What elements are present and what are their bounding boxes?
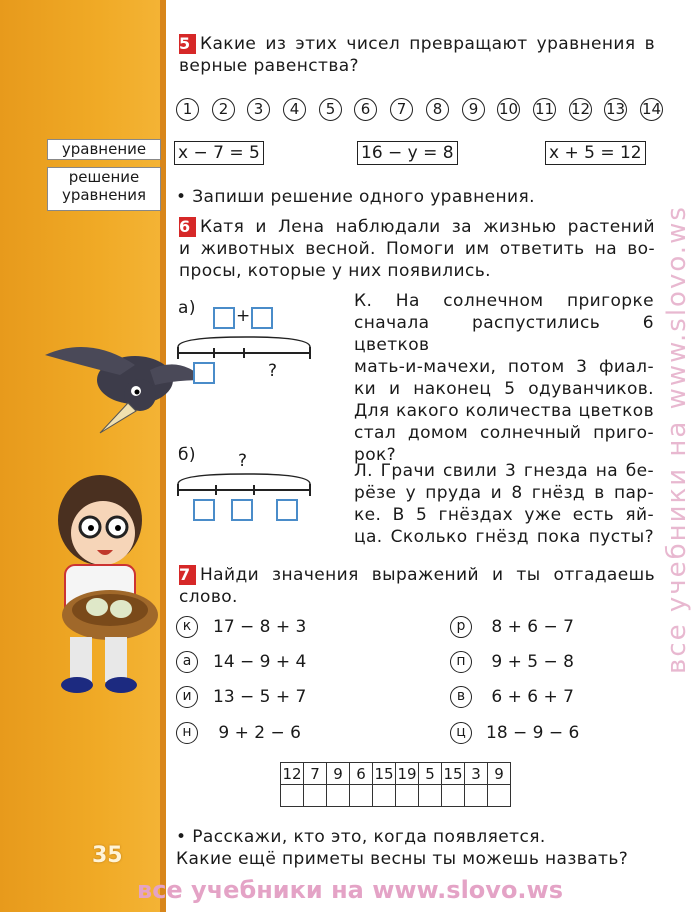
task5-question — [179, 33, 655, 77]
diagram-b-segment — [176, 472, 316, 500]
expression-ts: 18 − 9 − 6 — [486, 723, 580, 743]
task6-intro-line1: Катя и Лена наблюдали за жизнью растений — [200, 217, 655, 237]
answer-cell[interactable] — [465, 785, 488, 807]
letter-ts: ц — [450, 722, 472, 744]
answer-code-table — [280, 762, 511, 807]
expression-p: 9 + 5 − 8 — [486, 652, 574, 672]
problem-k-line2: сначала распустились 6 цветков — [354, 313, 654, 355]
diagram-a-box-1 — [213, 307, 235, 329]
problem-l — [354, 460, 654, 548]
task7-intro-line2: слово. — [179, 587, 238, 607]
term-solution-line2: уравнения — [61, 186, 147, 204]
diagram-a-segment — [176, 335, 316, 363]
code-cell: 7 — [304, 763, 327, 785]
answer-cell[interactable] — [488, 785, 511, 807]
code-cell: 12 — [282, 764, 302, 783]
diagram-a-plus: + — [236, 306, 251, 326]
equation-2: 16 − y = 8 — [357, 141, 458, 165]
letter-v: в — [450, 686, 472, 708]
number-circle: 4 — [283, 98, 306, 121]
task6-intro-line3: просы, которые у них появились. — [179, 261, 491, 281]
diagram-b-label: б) — [178, 445, 196, 465]
diagram-a-label: а) — [178, 298, 196, 318]
answer-letters-row — [281, 785, 511, 807]
code-cell: 9 — [488, 763, 511, 785]
task7-number: 7 — [179, 565, 196, 585]
expression-a: 14 − 9 + 4 — [213, 652, 307, 672]
number-circle: 7 — [390, 98, 413, 121]
answer-cell[interactable] — [373, 785, 396, 807]
answer-cell[interactable] — [327, 785, 350, 807]
letter-a: а — [176, 651, 198, 673]
number-circle: 14 — [640, 98, 663, 121]
letter-r: р — [450, 616, 472, 638]
margin-edge — [160, 0, 166, 912]
number-circle: 11 — [533, 98, 556, 121]
task6-number: 6 — [179, 217, 196, 237]
problem-k-line7: рок? — [354, 445, 397, 465]
diagram-a-box-3 — [193, 362, 215, 384]
answer-cell[interactable] — [396, 785, 419, 807]
problem-l-line4: ца. Сколько гнёзд пока пусты? — [354, 527, 654, 547]
letter-k: к — [176, 616, 198, 638]
diagram-b-box-1 — [193, 499, 215, 521]
term-solution-line1: решение — [68, 168, 140, 186]
problem-l-line1: Л. Грачи свили 3 гнезда на бе- — [354, 461, 654, 481]
problem-l-line2: рёзе у пруда и 8 гнёзд в пар- — [354, 483, 654, 503]
problem-l-line3: ке. В 5 гнёздах уже есть яй- — [354, 505, 654, 525]
code-cell: 19 — [397, 764, 417, 783]
code-cell: 5 — [419, 763, 442, 785]
code-cell: 3 — [465, 763, 488, 785]
task6-intro — [179, 216, 655, 282]
expression-r: 8 + 6 − 7 — [486, 617, 574, 637]
number-circles-row — [176, 98, 660, 124]
expression-k: 17 − 8 + 3 — [213, 617, 307, 637]
page-number: 35 — [92, 843, 123, 868]
answer-cell[interactable] — [350, 785, 373, 807]
number-circle: 12 — [569, 98, 592, 121]
expression-v: 6 + 6 + 7 — [486, 687, 574, 707]
number-circle: 5 — [319, 98, 342, 121]
letter-i: и — [176, 686, 198, 708]
number-circle: 10 — [497, 98, 520, 121]
number-circle: 8 — [426, 98, 449, 121]
problem-k-line6: стал домом солнечный приго- — [354, 423, 654, 443]
problem-k-line5: Для какого количества цветков — [354, 401, 654, 421]
watermark-side: все учебники на www.slovo.ws — [662, 205, 692, 675]
equation-3: x + 5 = 12 — [545, 141, 646, 165]
task5-number: 5 — [179, 34, 196, 54]
diagram-b-question: ? — [238, 451, 248, 471]
task5-question-line2: верные равенства? — [179, 56, 359, 76]
task5-question-line1: Какие из этих чисел превращают уравнения в — [200, 34, 655, 54]
watermark-bottom: все учебники на www.slovo.ws — [137, 876, 563, 904]
number-circle: 2 — [212, 98, 235, 121]
answer-cell[interactable] — [304, 785, 327, 807]
code-cell: 6 — [350, 763, 373, 785]
task7-intro — [179, 564, 655, 608]
letter-n: н — [176, 722, 198, 744]
term-equation: уравнение — [47, 139, 161, 160]
equation-1: x − 7 = 5 — [174, 141, 264, 165]
code-cell: 9 — [327, 763, 350, 785]
number-circle: 6 — [354, 98, 377, 121]
code-cell: 15 — [443, 764, 463, 783]
term-equation-solution — [47, 167, 161, 211]
problem-k-line3: мать-и-мачехи, потом 3 фиал- — [354, 357, 654, 377]
diagram-b-box-3 — [276, 499, 298, 521]
boy-with-nest-illustration — [35, 465, 165, 695]
expression-i: 13 − 5 + 7 — [213, 687, 307, 707]
number-circle: 13 — [604, 98, 627, 121]
number-circle: 3 — [247, 98, 270, 121]
task7-footer-line1: • Расскажи, кто это, когда появляется. — [176, 827, 546, 847]
answer-cell[interactable] — [281, 785, 304, 807]
problem-k — [354, 290, 654, 466]
letter-p: п — [450, 651, 472, 673]
task5-instruction: • Запиши решение одного уравнения. — [176, 187, 535, 207]
task6-intro-line2: и животных весной. Помоги им ответить на во- — [179, 239, 655, 259]
task7-footer-line2: Какие ещё приметы весны ты можешь назвать? — [176, 849, 629, 869]
number-circle: 9 — [462, 98, 485, 121]
expression-n: 9 + 2 − 6 — [213, 723, 301, 743]
code-cell: 15 — [374, 764, 394, 783]
problem-k-line4: ки и наконец 5 одуванчиков. — [354, 379, 654, 399]
number-circle: 1 — [176, 98, 199, 121]
diagram-b-box-2 — [231, 499, 253, 521]
code-numbers-row — [281, 763, 511, 785]
problem-k-line1: К. На солнечном пригорке — [354, 291, 654, 311]
diagram-a-question: ? — [268, 361, 278, 381]
task7-intro-line1: Найди значения выражений и ты отгадаешь — [200, 565, 655, 585]
answer-cell[interactable] — [442, 785, 465, 807]
answer-cell[interactable] — [419, 785, 442, 807]
diagram-a-box-2 — [251, 307, 273, 329]
page-margin-bar — [0, 0, 165, 912]
